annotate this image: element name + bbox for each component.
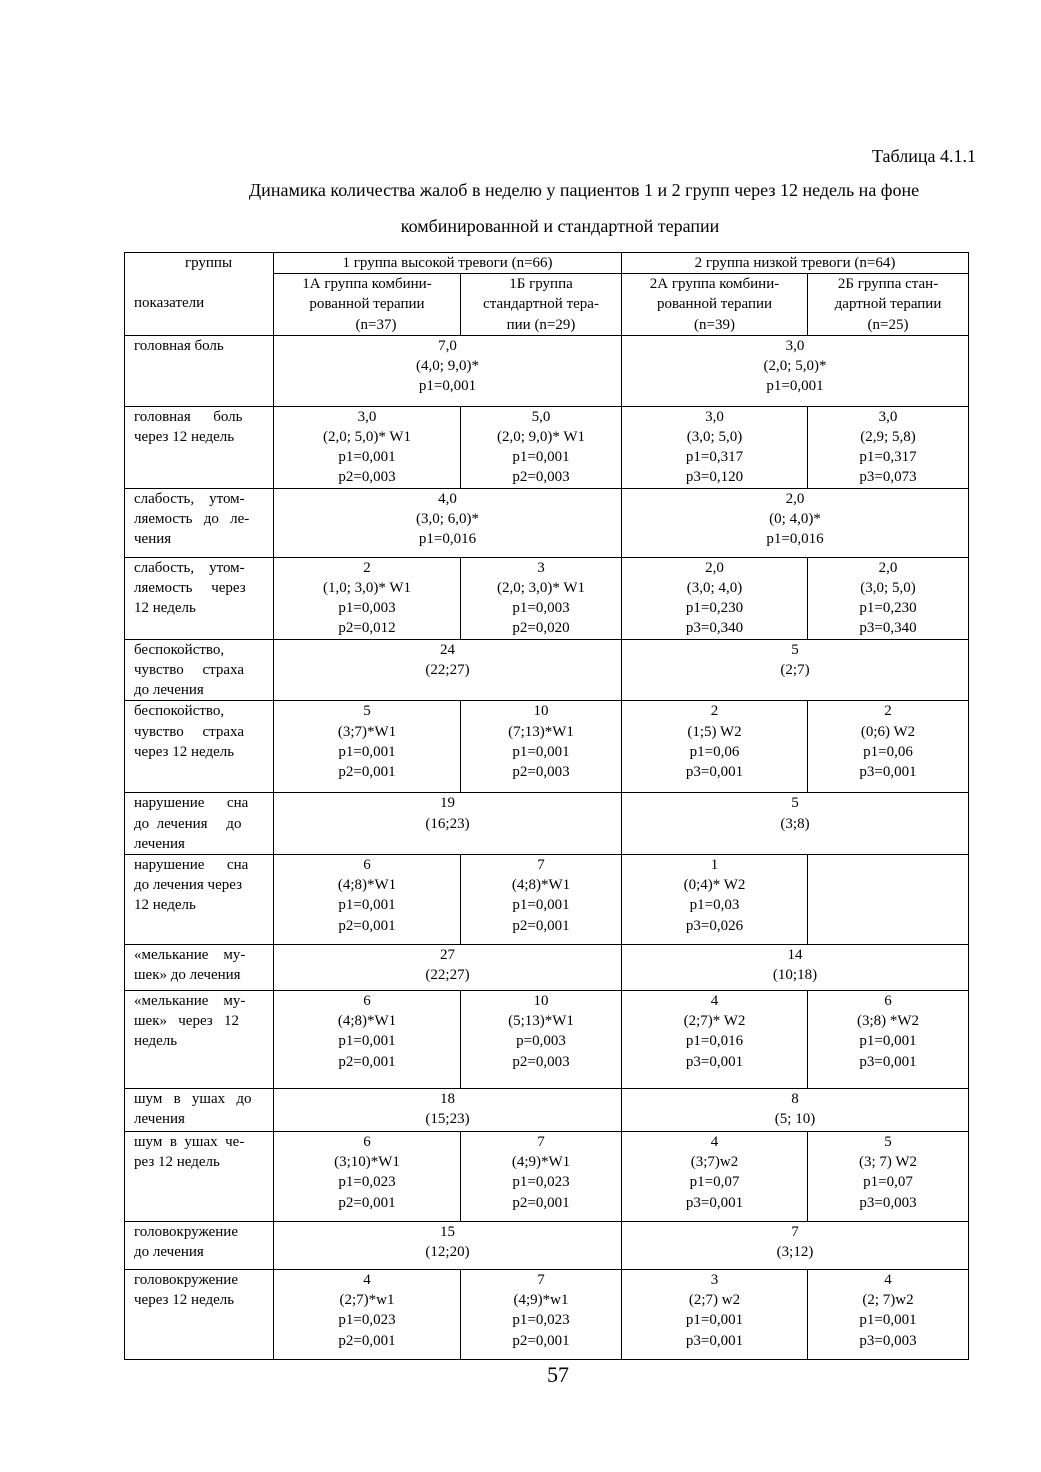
cell-line: p2=0,003 <box>512 1053 570 1070</box>
cell-line: p1=0,001 <box>859 1033 917 1050</box>
cell-line: (2,0; 3,0)* W1 <box>496 580 586 597</box>
row-label-line: чувство страха <box>134 723 244 740</box>
indicators-label: показатели <box>134 295 205 312</box>
cell-line: p1=0,001 <box>685 1312 744 1329</box>
cell-line: 10 <box>533 703 549 720</box>
cell-line: (0;6) W2 <box>860 723 916 740</box>
row-label-line: до лечения через <box>134 877 243 894</box>
cell-line: p2=0,001 <box>338 1332 396 1349</box>
row-label-line: недель <box>134 1033 178 1050</box>
cell-g2-sleep-before <box>622 793 969 855</box>
table-row <box>125 793 969 855</box>
cell-line: p1=0,016 <box>685 1033 744 1050</box>
table-title-line1: Динамика количества жалоб в неделю у пациентов 1 и 2 групп через 12 недель на фоне <box>248 180 920 200</box>
subgroup-1b-line: пии (n=29) <box>506 316 576 333</box>
row-label-floaters-before <box>125 945 274 991</box>
page-number: 57 <box>547 1362 569 1387</box>
row-label-line: шум в ушах че- <box>134 1134 245 1151</box>
cell-line: 4,0 <box>438 490 457 507</box>
cell-line: p1=0,023 <box>338 1312 396 1329</box>
row-label-line: головная боль <box>134 408 243 425</box>
cell-g1-floaters-before <box>274 945 622 991</box>
cell-line: 7 <box>537 1272 545 1289</box>
cell-line: p3=0,003 <box>859 1194 917 1211</box>
cell-line: p1=0,016 <box>418 531 477 548</box>
cell-line: p1=0,001 <box>338 897 396 914</box>
cell-line: 5 <box>363 703 371 720</box>
subgroup-1b-header <box>461 274 622 336</box>
cell-c1-floaters-12w <box>274 991 461 1089</box>
cell-line: p1=0,001 <box>338 1033 396 1050</box>
cell-line: p1=0,230 <box>859 600 917 617</box>
table-title-line2: комбинированной и стандартной терапии <box>400 216 720 236</box>
row-label-line: через 12 недель <box>134 1292 235 1309</box>
table-row <box>125 945 969 991</box>
cell-line: 2,0 <box>878 559 898 576</box>
cell-c1-tinnitus-12w <box>274 1132 461 1222</box>
cell-line: 18 <box>440 1091 455 1108</box>
cell-c1-weakness-12w <box>274 557 461 639</box>
row-label-line: ляемость до ле- <box>134 511 250 528</box>
cell-g2-tinnitus-before <box>622 1089 969 1132</box>
cell-line: p2=0,001 <box>338 764 396 781</box>
row-label-line: чувство страха <box>134 662 244 679</box>
row-label-sleep-before <box>125 793 274 855</box>
cell-c4-weakness-12w <box>808 557 969 639</box>
cell-line: p3=0,003 <box>859 1332 917 1349</box>
table-caption: Таблица 4.1.1 <box>872 146 976 166</box>
cell-line: (3,0; 6,0)* <box>416 511 479 528</box>
cell-c4-anxiety-12w <box>808 701 969 793</box>
subgroup-2b-line: 2Б группа стан- <box>837 276 939 293</box>
cell-line: 2 <box>363 559 371 576</box>
header-row-groups <box>125 253 969 274</box>
cell-line: 3,0 <box>878 408 898 425</box>
subgroup-1a-header <box>274 274 461 336</box>
row-label-line: головокружение <box>134 1272 238 1289</box>
cell-line: 3,0 <box>357 408 377 425</box>
table-row <box>125 639 969 701</box>
cell-g2-floaters-before <box>622 945 969 991</box>
cell-line: 2,0 <box>705 559 724 576</box>
cell-line: (3,0; 4,0) <box>686 580 743 597</box>
cell-line: p2=0,012 <box>338 620 396 637</box>
cell-line: (12;20) <box>425 1244 470 1261</box>
cell-line: 7 <box>791 1224 799 1241</box>
row-label-line: слабость, утом- <box>134 559 245 576</box>
cell-line: (15;23) <box>425 1111 470 1128</box>
cell-line: (5; 10) <box>774 1111 816 1128</box>
cell-c1-headache-12w <box>274 406 461 488</box>
table-body <box>125 335 969 1359</box>
cell-line: 14 <box>787 947 803 964</box>
row-label-line: рез 12 недель <box>134 1154 220 1171</box>
cell-line: 6 <box>363 1134 371 1151</box>
row-label-line: головокружение <box>134 1224 238 1241</box>
cell-line: (3;7)w2 <box>690 1154 739 1171</box>
row-label-anxiety-before <box>125 639 274 701</box>
complaints-table <box>124 252 969 1360</box>
cell-line: 10 <box>533 993 549 1010</box>
row-label-line: 12 недель <box>134 600 196 617</box>
cell-line: (3;8) *W2 <box>856 1013 920 1030</box>
cell-c4-dizziness-12w <box>808 1270 969 1360</box>
row-label-tinnitus-12w <box>125 1132 274 1222</box>
row-label-dizziness-12w <box>125 1270 274 1360</box>
cell-c3-dizziness-12w <box>622 1270 808 1360</box>
cell-line: p1=0,001 <box>418 378 477 395</box>
cell-c1-dizziness-12w <box>274 1270 461 1360</box>
cell-line: p2=0,001 <box>512 1332 570 1349</box>
cell-c3-headache-12w <box>622 406 808 488</box>
table-row <box>125 488 969 557</box>
cell-c3-weakness-12w <box>622 557 808 639</box>
table-row <box>125 1270 969 1360</box>
cell-line: p3=0,120 <box>685 469 744 486</box>
subgroup-2b-header <box>808 274 969 336</box>
cell-line: (3; 7) W2 <box>858 1154 918 1171</box>
cell-line: 3,0 <box>705 408 724 425</box>
row-label-floaters-12w <box>125 991 274 1089</box>
cell-line: (2;7) w2 <box>688 1292 741 1309</box>
group1-header: 1 группа высокой тревоги (n=66) <box>274 253 622 274</box>
cell-c3-anxiety-12w <box>622 701 808 793</box>
cell-line: (2; 7)w2 <box>862 1292 914 1309</box>
cell-line: p1=0,06 <box>689 743 740 760</box>
cell-line: p1=0,023 <box>338 1174 396 1191</box>
cell-line: p3=0,340 <box>685 620 744 637</box>
cell-c2-sleep-12w <box>461 855 622 945</box>
cell-line: 7,0 <box>438 337 457 354</box>
cell-line: (2,0; 5,0)* W1 <box>322 429 412 446</box>
cell-line: (10;18) <box>772 967 818 984</box>
cell-line: (0; 4,0)* <box>769 511 821 528</box>
row-label-headache-12w <box>125 406 274 488</box>
cell-line: (4,0; 9,0)* <box>416 358 479 375</box>
row-label-line: до лечения до <box>134 815 242 832</box>
cell-line: 5 <box>791 795 799 812</box>
cell-line: p1=0,001 <box>338 743 396 760</box>
cell-line: (1,0; 3,0)* W1 <box>322 580 412 597</box>
cell-line: p1=0,230 <box>685 600 744 617</box>
cell-line: (5;13)*W1 <box>508 1013 574 1030</box>
cell-line: 6 <box>363 993 371 1010</box>
row-label-tinnitus-before <box>125 1089 274 1132</box>
row-label-line: чения <box>134 531 172 548</box>
cell-line: 4 <box>710 993 719 1010</box>
cell-line: 7 <box>537 857 545 874</box>
cell-line: 5 <box>884 1134 892 1151</box>
subgroup-2b-line: (n=25) <box>867 316 909 333</box>
cell-line: p1=0,03 <box>689 897 740 914</box>
cell-line: (2;7)*w1 <box>339 1292 395 1309</box>
subgroup-1a-line: рованной терапии <box>309 296 425 313</box>
row-label-line: шек» до лечения <box>134 967 241 984</box>
cell-line: p2=0,003 <box>512 469 570 486</box>
cell-c3-tinnitus-12w <box>622 1132 808 1222</box>
cell-c2-floaters-12w <box>461 991 622 1089</box>
cell-line: (2,0; 5,0)* <box>763 358 827 375</box>
cell-c2-anxiety-12w <box>461 701 622 793</box>
cell-g1-headache-before <box>274 335 622 406</box>
cell-line: p2=0,020 <box>512 620 570 637</box>
subgroup-2a-line: (n=39) <box>694 316 735 333</box>
cell-line: 6 <box>363 857 371 874</box>
cell-line: (3,0; 5,0) <box>686 429 743 446</box>
cell-line: 3 <box>710 1272 719 1289</box>
cell-line: (3;7)*W1 <box>337 723 397 740</box>
row-label-line: «мелькание му- <box>134 993 246 1010</box>
row-label-line: шек» через 12 <box>134 1013 239 1030</box>
subgroup-2a-header <box>622 274 808 336</box>
cell-line: 15 <box>440 1224 455 1241</box>
cell-line: p2=0,001 <box>512 917 570 934</box>
cell-line: p2=0,001 <box>338 1053 396 1070</box>
cell-line: p3=0,073 <box>859 469 917 486</box>
cell-line: p1=0,07 <box>689 1174 740 1191</box>
cell-line: p1=0,023 <box>512 1174 570 1191</box>
cell-line: (4;9)*W1 <box>511 1154 571 1171</box>
cell-line: 3,0 <box>785 337 805 354</box>
cell-line: p1=0,001 <box>512 743 570 760</box>
cell-line: p3=0,001 <box>685 1332 744 1349</box>
cell-g1-weakness-before <box>274 488 622 557</box>
cell-line: 24 <box>440 641 455 658</box>
subgroup-2b-line: дартной терапии <box>834 296 942 313</box>
cell-line: 2,0 <box>785 490 805 507</box>
cell-line: (3,0; 5,0) <box>860 580 916 597</box>
cell-line: (4;9)*w1 <box>513 1292 569 1309</box>
cell-c4-headache-12w <box>808 406 969 488</box>
cell-line: 2 <box>710 703 719 720</box>
row-label-line: до лечения <box>134 682 204 699</box>
cell-line: (3;10)*W1 <box>334 1154 400 1171</box>
cell-line: p2=0,003 <box>512 764 570 781</box>
cell-line: (2;7)* W2 <box>683 1013 746 1030</box>
cell-line: 2 <box>884 703 892 720</box>
subgroup-1b-line: 1Б группа <box>509 276 573 293</box>
cell-line: 5 <box>791 641 799 658</box>
row-label-weakness-before <box>125 488 274 557</box>
cell-line: p2=0,001 <box>338 1194 396 1211</box>
cell-line: p1=0,317 <box>859 449 917 466</box>
row-label-anxiety-12w <box>125 701 274 793</box>
cell-g1-anxiety-before <box>274 639 622 701</box>
row-label-line: слабость, утом- <box>134 490 245 507</box>
subgroup-2a-line: 2А группа комбини- <box>649 276 780 293</box>
row-label-weakness-12w <box>125 557 274 639</box>
cell-line: p1=0,001 <box>512 449 570 466</box>
row-label-line: шум в ушах до <box>134 1091 252 1108</box>
cell-line: p2=0,001 <box>338 917 396 934</box>
cell-line: p1=0,016 <box>766 531 824 548</box>
cell-g1-sleep-before <box>274 793 622 855</box>
cell-line: p=0,003 <box>516 1033 566 1050</box>
table-row <box>125 701 969 793</box>
cell-g2-headache-before <box>622 335 969 406</box>
cell-line: 8 <box>791 1091 799 1108</box>
cell-line: (16;23) <box>425 815 470 832</box>
cell-c3-sleep-12w <box>622 855 808 945</box>
cell-line: 1 <box>710 857 719 874</box>
table-row <box>125 406 969 488</box>
row-label-line: ляемость через <box>134 580 246 597</box>
cell-line: (3;8) <box>780 815 810 832</box>
table-row <box>125 855 969 945</box>
row-label-line: через 12 недель <box>134 743 235 760</box>
cell-line: 4 <box>710 1134 719 1151</box>
cell-line: p1=0,003 <box>512 600 570 617</box>
row-label-line: лечения <box>134 1111 185 1128</box>
cell-line: p1=0,001 <box>512 897 570 914</box>
cell-c2-tinnitus-12w <box>461 1132 622 1222</box>
row-label-line: головная боль <box>134 337 224 354</box>
subgroup-1a-line: (n=37) <box>355 316 397 333</box>
cell-line: (4;8)*W1 <box>337 1013 397 1030</box>
cell-line: p1=0,06 <box>863 743 913 760</box>
table-row <box>125 1089 969 1132</box>
cell-line: 27 <box>440 947 455 964</box>
subgroup-1b-line: стандартной тера- <box>483 296 599 313</box>
group2-header: 2 группа низкой тревоги (n=64) <box>622 253 969 274</box>
cell-g2-dizziness-before <box>622 1222 969 1270</box>
cell-line: 5,0 <box>531 408 551 425</box>
row-label-line: лечения <box>134 835 185 852</box>
cell-line: (2,9; 5,8) <box>860 429 916 446</box>
cell-line: (2;7) <box>780 662 810 679</box>
cell-line: (4;8)*W1 <box>337 877 397 894</box>
cell-g1-dizziness-before <box>274 1222 622 1270</box>
row-label-dizziness-before <box>125 1222 274 1270</box>
subgroup-1a-line: 1А группа комбини- <box>302 276 432 293</box>
cell-c2-dizziness-12w <box>461 1270 622 1360</box>
cell-c4-floaters-12w <box>808 991 969 1089</box>
cell-line: (22;27) <box>425 967 470 984</box>
row-label-line: беспокойство, <box>134 641 225 658</box>
cell-g1-tinnitus-before <box>274 1089 622 1132</box>
cell-g2-weakness-before <box>622 488 969 557</box>
cell-line: (1;5) W2 <box>687 723 742 740</box>
cell-c4-sleep-12w <box>808 855 969 945</box>
cell-line: 4 <box>884 1272 892 1289</box>
cell-line: (4;8)*W1 <box>511 877 571 894</box>
cell-line: p1=0,317 <box>685 449 744 466</box>
cell-line: (22;27) <box>425 662 470 679</box>
cell-line: p1=0,001 <box>859 1312 917 1329</box>
cell-line: p1=0,001 <box>766 378 824 395</box>
row-label-line: беспокойство, <box>134 703 225 720</box>
cell-c3-floaters-12w <box>622 991 808 1089</box>
cell-line: p3=0,001 <box>859 764 917 781</box>
cell-c1-sleep-12w <box>274 855 461 945</box>
table-row <box>125 991 969 1089</box>
cell-g2-anxiety-before <box>622 639 969 701</box>
cell-line: 3 <box>537 559 545 576</box>
cell-line: p1=0,07 <box>863 1174 913 1191</box>
row-label-line: «мелькание му- <box>134 947 246 964</box>
table-row <box>125 1132 969 1222</box>
table-row <box>125 1222 969 1270</box>
row-label-line: 12 недель <box>134 897 196 914</box>
cell-line: (0;4)* W2 <box>683 877 746 894</box>
cell-c2-weakness-12w <box>461 557 622 639</box>
row-label-line: до лечения <box>134 1244 204 1261</box>
cell-line: p1=0,001 <box>338 449 396 466</box>
cell-line: p3=0,001 <box>685 1194 744 1211</box>
cell-line: p2=0,001 <box>512 1194 570 1211</box>
row-label-sleep-12w <box>125 855 274 945</box>
cell-c2-headache-12w <box>461 406 622 488</box>
cell-line: 4 <box>363 1272 371 1289</box>
cell-line: p3=0,026 <box>685 917 744 934</box>
cell-line: p1=0,003 <box>338 600 396 617</box>
cell-c4-tinnitus-12w <box>808 1132 969 1222</box>
cell-line: 6 <box>884 993 892 1010</box>
cell-line: p3=0,340 <box>859 620 917 637</box>
cell-c1-anxiety-12w <box>274 701 461 793</box>
cell-line: p2=0,003 <box>338 469 396 486</box>
row-label-headache-before <box>125 335 274 406</box>
cell-line: (3;12) <box>776 1244 814 1261</box>
row-label-line: нарушение сна <box>134 795 249 812</box>
cell-line: p1=0,023 <box>512 1312 570 1329</box>
groups-label: группы <box>184 255 233 271</box>
cell-line: p3=0,001 <box>685 1053 744 1070</box>
subgroup-2a-line: рованной терапии <box>656 296 773 313</box>
cell-line: p3=0,001 <box>685 764 744 781</box>
cell-line: 19 <box>440 795 455 812</box>
cell-line: (2,0; 9,0)* W1 <box>496 429 586 446</box>
cell-line: p3=0,001 <box>859 1053 917 1070</box>
table-row <box>125 557 969 639</box>
row-label-line: через 12 недель <box>134 429 235 446</box>
header-corner-cell <box>125 253 274 336</box>
row-label-line: нарушение сна <box>134 857 249 874</box>
table-row <box>125 335 969 406</box>
cell-line: 7 <box>537 1134 545 1151</box>
cell-line: (7;13)*W1 <box>508 723 574 740</box>
